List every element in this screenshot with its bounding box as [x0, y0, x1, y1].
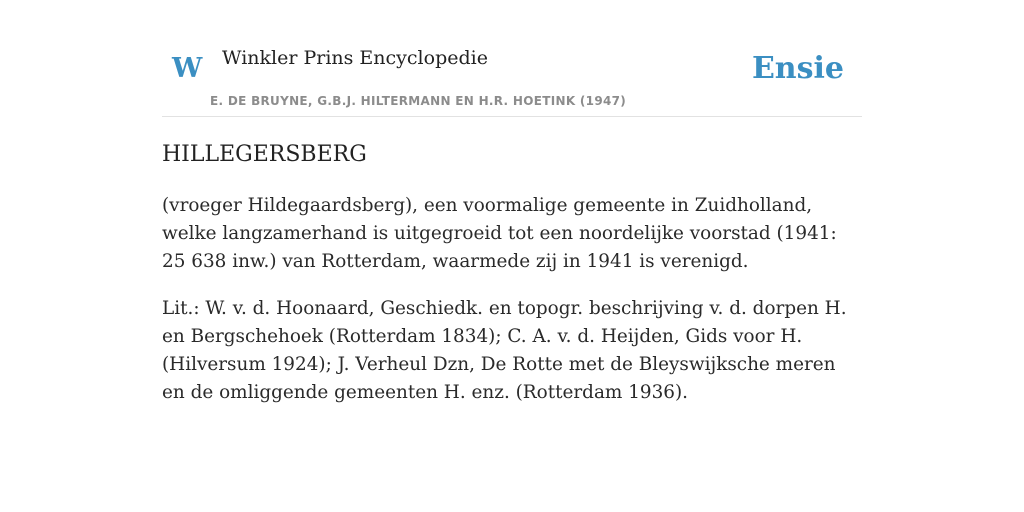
source-title[interactable]: Winkler Prins Encyclopedie — [222, 47, 488, 69]
source-header — [162, 0, 862, 117]
brand-logo[interactable]: Ensie — [751, 51, 844, 86]
entry-literature: Lit.: W. v. d. Hoonaard, Geschiedk. en topogr. beschrijving v. d. dorpen H. en Bergschehoek (Rotterdam 1834); C. A. v. d. Heijden, Gids voor H. (Hilversum 1924); J. Verheul Dzn, De Rotte met de Bleyswijksche meren en de omliggende gemeenten H. enz. (Rotterdam 1936). — [162, 298, 847, 403]
source-logo[interactable]: W — [172, 53, 203, 84]
source-authors: E. DE BRUYNE, G.B.J. HILTERMANN EN H.R. HOETINK (1947) — [210, 94, 627, 108]
entry-title: HILLEGERSBERG — [162, 142, 367, 167]
entry-body — [162, 192, 862, 426]
entry-paragraph: (vroeger Hildegaardsberg), een voormalige gemeente in Zuidholland, welke langzamerhand is uitgegroeid tot een noordelijke voorstad (1941: 25 638 inw.) van Rotterdam, waarmede zij in 1941 is verenigd. — [162, 195, 837, 272]
